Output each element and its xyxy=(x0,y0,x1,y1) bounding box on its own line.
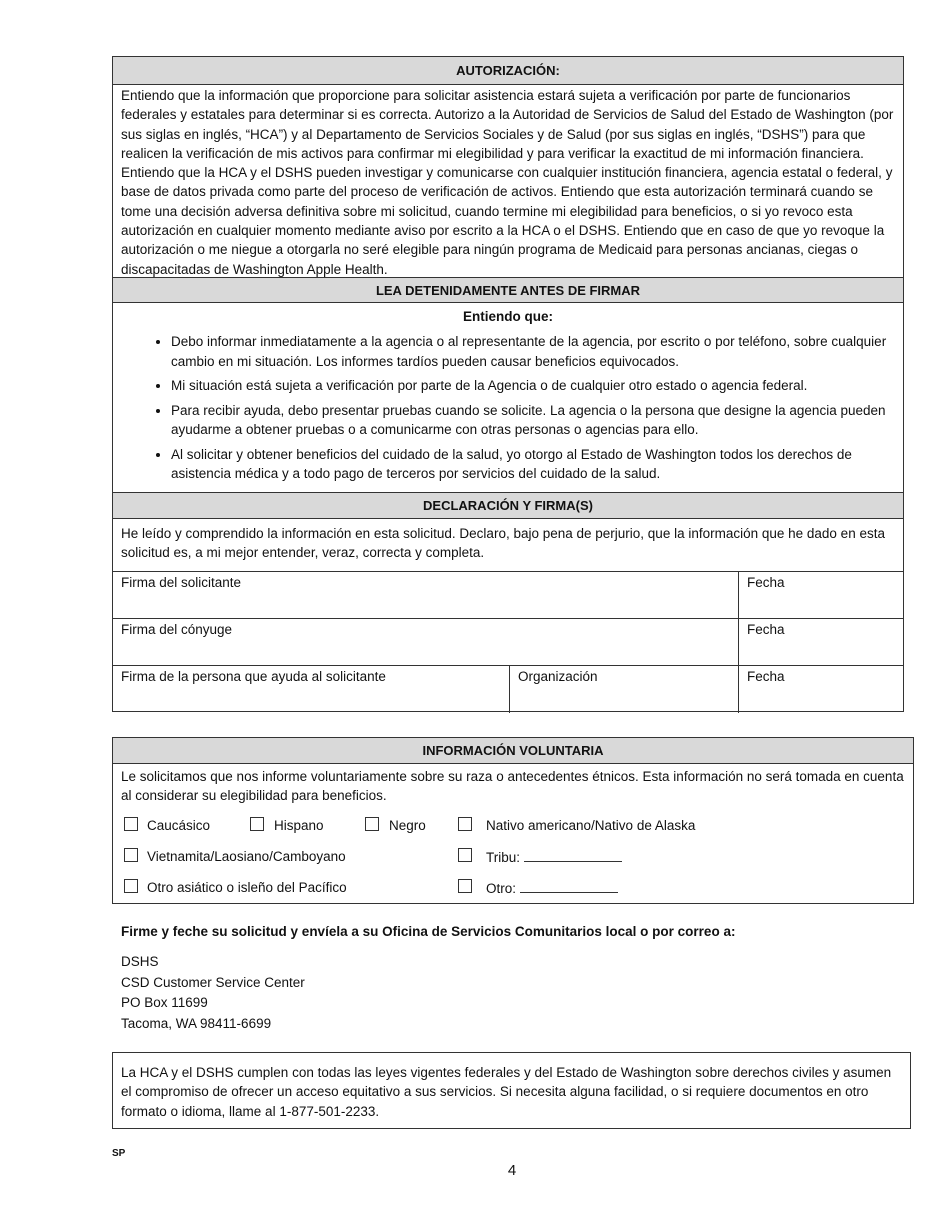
hispanic-checkbox[interactable] xyxy=(250,817,264,831)
applicant-signature-row xyxy=(113,572,903,619)
organization-field[interactable]: Organización xyxy=(510,666,739,713)
applicant-date-field[interactable]: Fecha xyxy=(747,575,785,590)
authorization-text: Entiendo que la información que proporcione para solicitar asistencia estará sujeta a verificación por parte de funcionarios federales y estatales para determinar si es correcta. Autorizo a la Autoridad de Servicios de Salud del Estado de Washington (por sus siglas en inglés, “HCA”) y al Departamento de Servicios Sociales y de Salud (por sus siglas en inglés, “DSHS”) para que realicen la verificación de mis activos para confirmar mi elegibilidad y para verificar la exactitud de mi información financiera. Entiendo que la HCA y el DSHS pueden investigar y comunicarse con cualquier institución financiera, agencia estatal o federal, y base de datos privada como parte del proceso de verificación de activos. Entiendo que esta autorización terminará cuando se tome una decisión adversa definitiva sobre mi solicitud, cuando termine mi elegibilidad para beneficios, o si yo revoco esta autorización en cualquier momento mediante aviso por escrito a la HCA o el DSHS. Entiendo que en caso de que yo revoque la autorización o me niegue a otorgarla no seré elegible para ningún programa de Medicaid para personas ancianas, ciegas o discapacitadas de Washington Apple Health. xyxy=(113,85,903,278)
helper-signature-field[interactable]: Firma de la persona que ayuda al solicitante xyxy=(113,666,510,713)
authorization-header: AUTORIZACIÓN: xyxy=(113,57,903,85)
address-line: DSHS xyxy=(121,954,159,969)
native-american-label: Nativo americano/Nativo de Alaska xyxy=(486,818,696,833)
declaration-section xyxy=(112,492,904,712)
tribe-field xyxy=(486,849,622,866)
vietnamese-checkbox[interactable] xyxy=(124,848,138,862)
other-label: Otro: xyxy=(486,881,517,896)
address-line: CSD Customer Service Center xyxy=(121,974,305,990)
voluntary-info-section xyxy=(112,737,914,904)
list-item: • Debo informar inmediatamente a la agencia o al representante de la agencia, por escrito o por teléfono, sobre cualquier cambio en mi situación. Los informes tardíos pueden causar beneficios equivocados. xyxy=(171,332,887,371)
declaration-text: He leído y comprendido la información en esta solicitud. Declaro, bajo pena de perjurio, que la información que he dado en esta solicitud es, a mi mejor entender, veraz, correcta y completa. xyxy=(113,519,903,572)
page-number: 4 xyxy=(507,1162,517,1179)
mailing-instruction: Firme y feche su solicitud y envíela a su Oficina de Servicios Comunitarios local o por correo a: xyxy=(121,924,736,939)
applicant-signature-field[interactable]: Firma del solicitante xyxy=(113,572,739,618)
understand-heading: Entiendo que: xyxy=(463,309,553,324)
list-item: • Al solicitar y obtener beneficios del cuidado de la salud, yo otorgo al Estado de Washington todos los derechos de asistencia médica y a todo pago de terceros por servicios del cuidado de la salud. xyxy=(171,445,887,484)
spouse-signature-row xyxy=(113,619,903,666)
tribe-checkbox[interactable] xyxy=(458,848,472,862)
black-checkbox[interactable] xyxy=(365,817,379,831)
language-code: SP xyxy=(112,1148,126,1159)
authorization-section xyxy=(112,56,904,493)
understand-list xyxy=(113,332,903,484)
tribe-label: Tribu: xyxy=(486,850,521,865)
other-checkbox[interactable] xyxy=(458,879,472,893)
list-item: • Mi situación está sujeta a verificación por parte de la Agencia o de cualquier otro estado o agencia federal. xyxy=(171,376,887,396)
voluntary-info-text: Le solicitamos que nos informe voluntariamente sobre su raza o antecedentes étnicos. Esta información no será tomada en cuenta al considerar su elegibilidad para beneficios. xyxy=(121,769,904,804)
civil-rights-notice: La HCA y el DSHS cumplen con todas las leyes vigentes federales y del Estado de Washington sobre derechos civiles y asumen el compromiso de ofrecer un acceso equitativo a sus servicios. Si necesita alguna facilidad, o si requiere documentos en otro formato o idioma, llame al 1-877-501-2233. xyxy=(112,1052,911,1129)
read-carefully-header: LEA DETENIDAMENTE ANTES DE FIRMAR xyxy=(113,278,903,303)
spouse-signature-field[interactable]: Firma del cónyuge xyxy=(113,619,739,665)
other-asian-label: Otro asiático o isleño del Pacífico xyxy=(147,880,347,895)
other-blank[interactable] xyxy=(520,880,618,893)
address-line: PO Box 11699 xyxy=(121,995,208,1011)
declaration-header: DECLARACIÓN Y FIRMA(S) xyxy=(113,493,903,519)
helper-date-field[interactable]: Fecha xyxy=(747,669,785,684)
black-label: Negro xyxy=(389,818,426,833)
list-item: • Para recibir ayuda, debo presentar pruebas cuando se solicite. La agencia o la persona que designe la agencia pueden ayudarme a obtener pruebas o a comunicarme con otras personas o agencias para ello. xyxy=(171,401,887,440)
spouse-date-field[interactable]: Fecha xyxy=(747,622,785,637)
caucasian-label: Caucásico xyxy=(147,818,211,833)
vietnamese-label: Vietnamita/Laosiano/Camboyano xyxy=(147,849,346,864)
address-line: Tacoma, WA 98411-6699 xyxy=(121,1016,272,1032)
voluntary-info-header: INFORMACIÓN VOLUNTARIA xyxy=(113,738,913,764)
mailing-address xyxy=(121,952,305,1035)
caucasian-checkbox[interactable] xyxy=(124,817,138,831)
other-asian-checkbox[interactable] xyxy=(124,879,138,893)
other-field xyxy=(486,880,618,897)
tribe-blank[interactable] xyxy=(524,849,622,862)
hispanic-label: Hispano xyxy=(274,818,324,833)
helper-signature-row xyxy=(113,666,903,713)
native-american-checkbox[interactable] xyxy=(458,817,472,831)
